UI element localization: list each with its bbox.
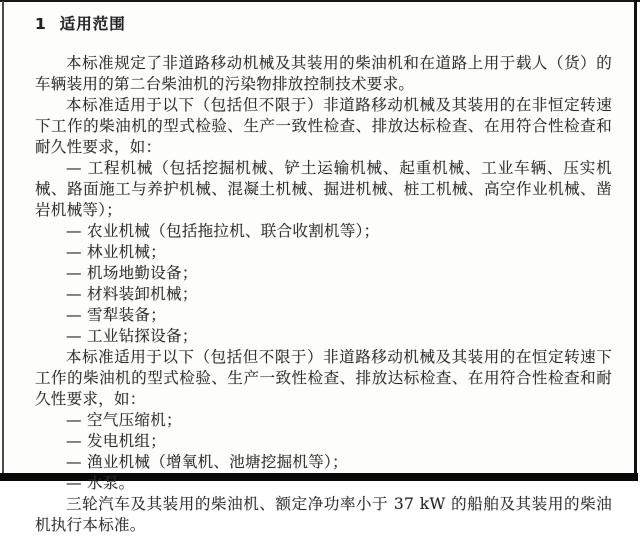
- list-item-snow-plow-equipment: — 雪犁装备；: [66, 306, 167, 324]
- list-item-air-compressor: — 空气压缩机；: [66, 411, 182, 429]
- list-item-construction-machinery: — 工程机械（包括挖掘机械、铲土运输机械、起重机械、工业车辆、压实机械、路面施工与养护机械、混凝土机械、掘进机械、桩工机械、高空作业机械、凿岩机械等）；: [35, 159, 612, 219]
- section-body: [35, 53, 612, 536]
- paragraph-scope: 本标准规定了非道路移动机械及其装用的柴油机和在道路上用于载人（货）的车辆装用的第二台柴油机的污染物排放控制技术要求。: [35, 54, 612, 93]
- paragraph-variable-speed-intro: 本标准适用于以下（包括但不限于）非道路移动机械及其装用的在非恒定转速下工作的柴油机的型式检验、生产一致性检查、排放达标检查、在用符合性检查和耐久性要求，如：: [35, 96, 612, 156]
- section-title: 适用范围: [59, 15, 126, 33]
- list-item-generator-set: — 发电机组；: [66, 432, 167, 450]
- scan-edge-top: [0, 0, 640, 2]
- section-number: 1: [35, 15, 47, 33]
- paragraph-constant-speed-intro: 本标准适用于以下（包括但不限于）非道路移动机械及其装用的在恒定转速下工作的柴油机的型式检验、生产一致性检查、排放达标检查、在用符合性检查和耐久性要求，如：: [35, 348, 612, 408]
- paragraph-tricycle-and-ships: 三轮汽车及其装用的柴油机、额定净功率小于 37 kW 的船舶及其装用的柴油机执行本标准。: [35, 495, 612, 534]
- list-item-fishery-machinery: — 渔业机械（增氧机、池塘挖掘机等）；: [66, 453, 348, 471]
- list-item-airport-ground-equipment: — 机场地勤设备；: [66, 264, 198, 282]
- scan-edge-left: [2, 1, 4, 480]
- list-item-water-pump: — 水泵。: [66, 474, 135, 492]
- list-item-forestry-machinery: — 林业机械；: [66, 243, 167, 261]
- scan-edge-right: [634, 0, 637, 480]
- list-item-material-handling-machinery: — 材料装卸机械；: [66, 285, 198, 303]
- list-item-industrial-drilling-equipment: — 工业钻探设备；: [66, 327, 198, 345]
- section-heading: [35, 12, 612, 34]
- page-content: [35, 12, 612, 536]
- list-item-agricultural-machinery: — 农业机械（包括拖拉机、联合收割机等）；: [66, 222, 380, 240]
